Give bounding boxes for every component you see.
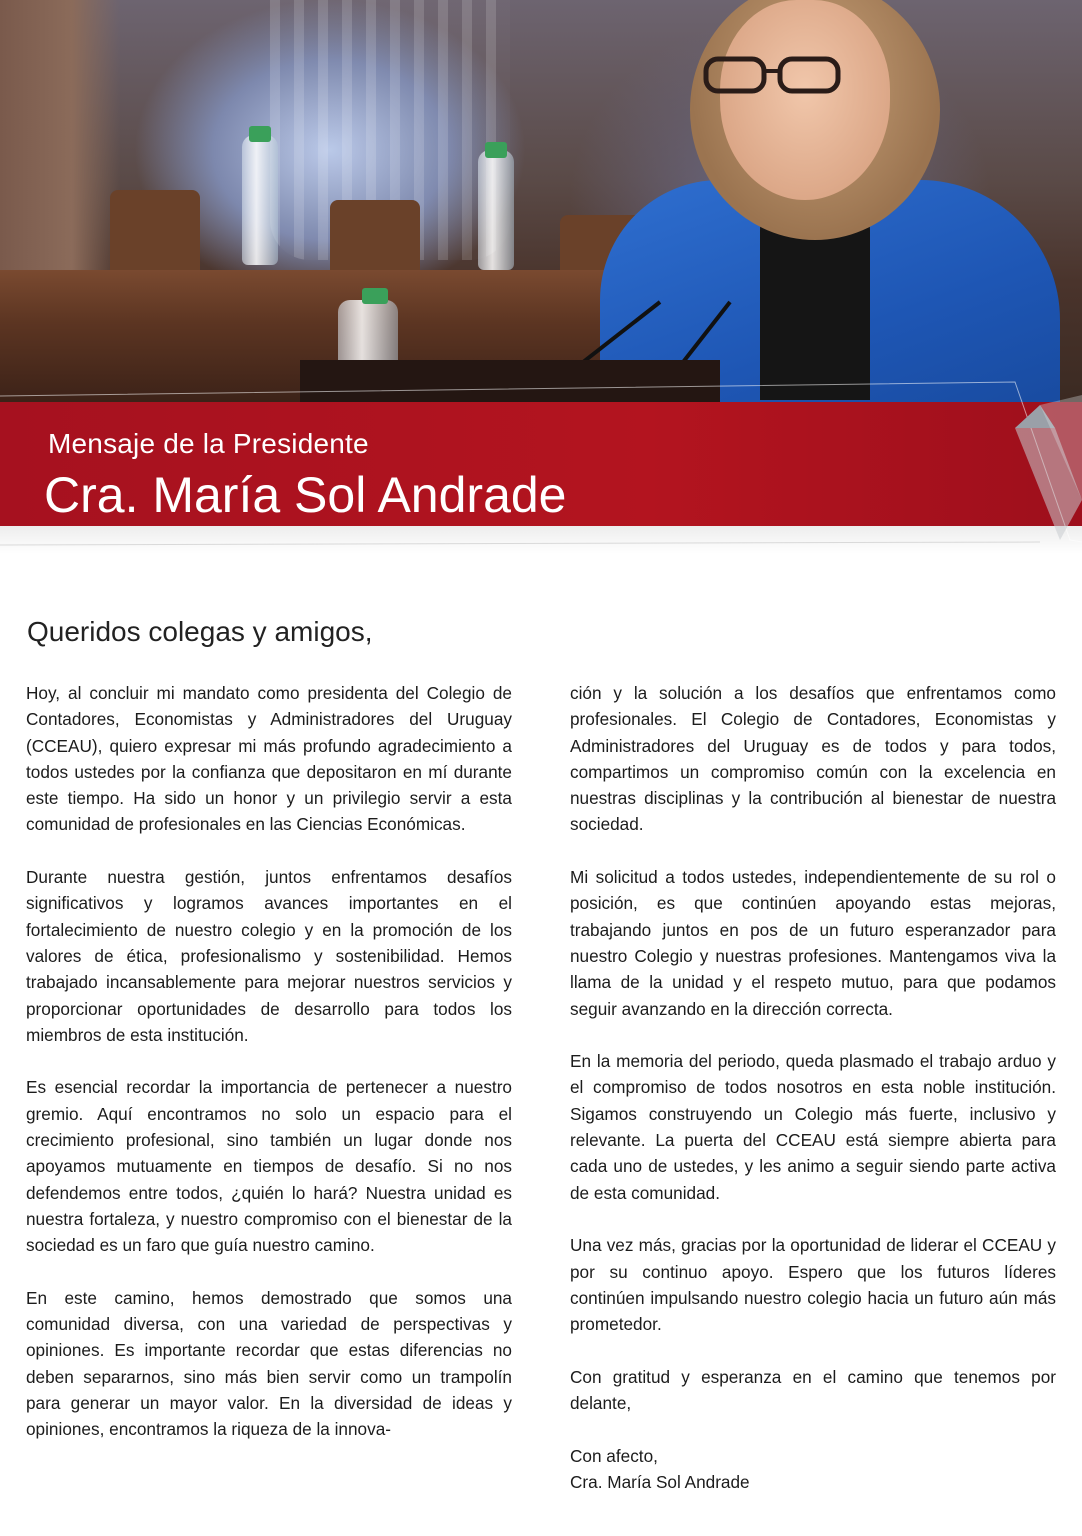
header-subtitle: Mensaje de la Presidente	[48, 428, 369, 459]
photo-glasses	[700, 55, 850, 95]
paragraph: Es esencial recordar la importancia de pertenecer a nuestro gremio. Aquí encontramos no solo un espacio para el crecimiento profesional, sino también un lugar donde nos apoyamos mutuamente en tiempos de desafío. Si no nos defendemos entre todos, ¿quién lo hará? Nuestra unidad es nuestra fortaleza, y nuestro compromiso con el bienestar de la sociedad es un faro que guía nuestro camino.	[26, 1077, 512, 1256]
paragraph: ción y la solución a los desafíos que enfrentamos como profesionales. El Colegio de Contadores, Economistas y Administradores del Uruguay es de todos y para todos, compartimos un compromiso común con la excelencia en nuestras disciplinas y la contribución al bienestar de nuestra sociedad.	[570, 683, 1056, 835]
photo-bottle-cap	[362, 288, 388, 304]
paragraph: Mi solicitud a todos ustedes, independientemente de su rol o posición, es que continúen apoyando estas mejoras, trabajando juntos en pos de un futuro esperanzador para nuestro Colegio y nuestras profesiones. Mantengamos viva la llama de la unidad y el respeto mutuo, para que podamos seguir avanzando en la dirección correcta.	[570, 867, 1056, 1019]
header-photo	[0, 0, 1082, 402]
photo-speaker-face	[720, 0, 890, 200]
text-column-right	[570, 680, 1056, 1495]
paragraph: Con gratitud y esperanza en el camino que tenemos por delante,	[570, 1366, 1056, 1414]
paragraph: Durante nuestra gestión, juntos enfrentamos desafíos significativos y logramos avances importantes en el fortalecimiento de nuestro colegio y en la promoción de los valores de ética, profesionalismo y sostenibilidad. Hemos trabajado incansablemente para mejorar nuestros servicios y proporcionar oportunidades de desarrollo para todos los miembros de esta institución.	[26, 867, 512, 1045]
photo-bottle	[242, 135, 278, 265]
paragraph: En la memoria del periodo, queda plasmado el trabajo arduo y el compromiso de todos nosotros en esta noble institución. Sigamos construyendo un Colegio más fuerte, inclusivo y relevante. La puerta del CCEAU está siempre abierta para cada uno de ustedes, y les animo a seguir siendo parte activa de esta comunidad.	[570, 1051, 1056, 1203]
paragraph: En este camino, hemos demostrado que somos una comunidad diversa, con una variedad de perspectivas y opiniones. Es importante recordar que estas diferencias no deben separarnos, sino más bien servir como un trampolín para generar un mayor valor. En la diversidad de ideas y opiniones, encontramos la riqueza de la innova-	[26, 1287, 512, 1440]
photo-chair	[110, 190, 200, 280]
greeting-heading: Queridos colegas y amigos,	[27, 616, 373, 647]
page-title: Cra. María Sol Andrade	[44, 467, 567, 523]
photo-bottle-cap	[485, 142, 507, 158]
closing-line: Con afecto,	[570, 1445, 658, 1466]
signature: Cra. María Sol Andrade	[570, 1471, 750, 1492]
photo-bottle	[478, 150, 514, 270]
text-column-left	[26, 680, 512, 1469]
photo-bottle-cap	[249, 126, 271, 142]
paragraph: Una vez más, gracias por la oportunidad de liderar el CCEAU y por su continuo apoyo. Espero que los futuros líderes continúen impulsando nuestro colegio hacia un futuro aún más prometedor.	[570, 1235, 1056, 1335]
paragraph: Hoy, al concluir mi mandato como presidenta del Colegio de Contadores, Economistas y Administradores del Uruguay (CCEAU), quiero expresar mi más profundo agradecimiento a todos ustedes por la confianza que depositaron en mí durante este tiempo. Ha sido un honor y un privilegio servir a esta comunidad de profesionales en las Ciencias Económicas.	[26, 683, 512, 835]
